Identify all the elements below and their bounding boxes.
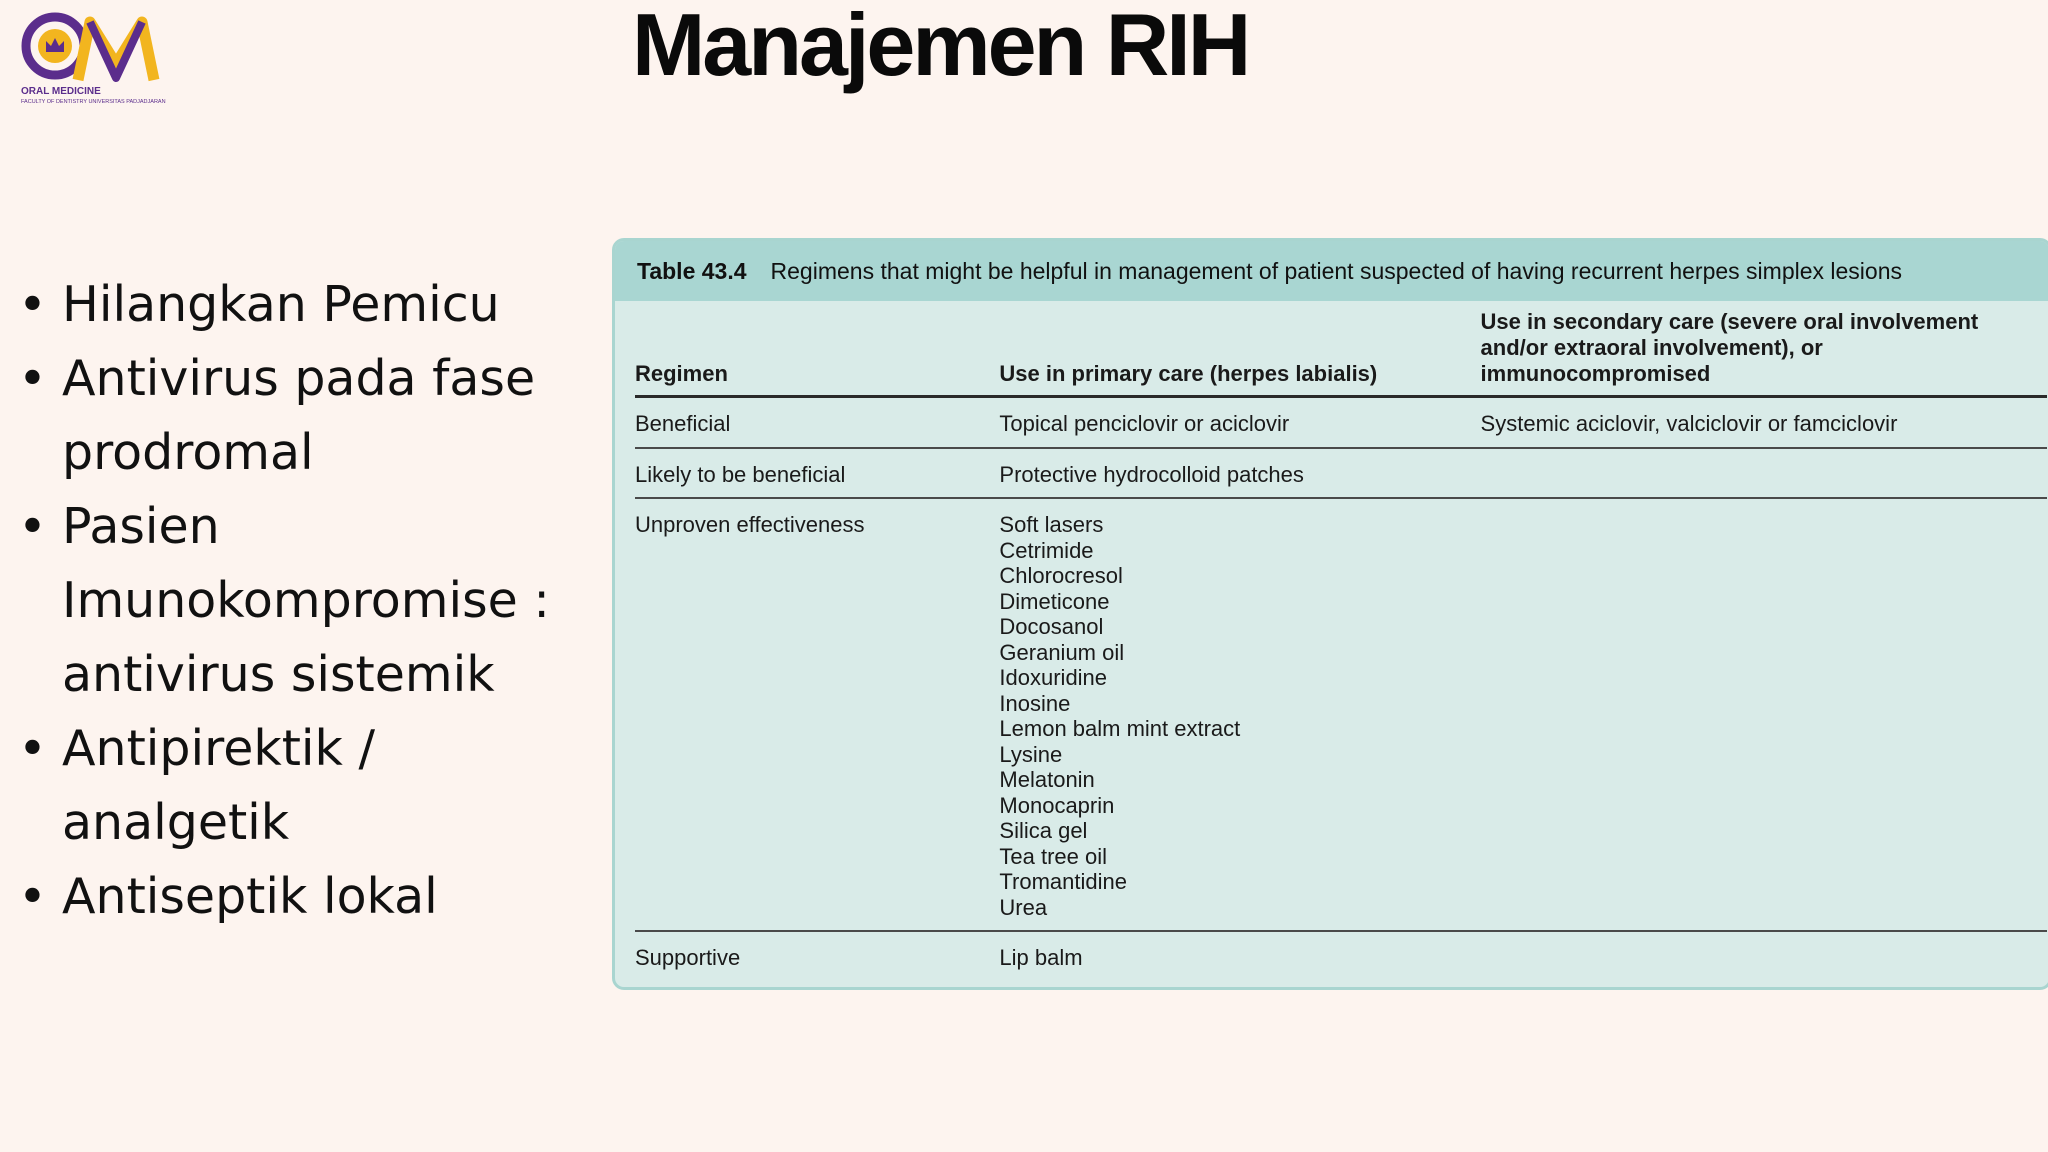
cell-secondary-care: Systemic aciclovir, valciclovir or famciclovir	[1481, 397, 2047, 448]
table-header-row	[635, 301, 2047, 397]
bullet-text: Pasien Imunokompromise : antivirus sistemik	[62, 498, 550, 703]
table-body	[635, 397, 2047, 981]
bullet-item	[18, 490, 578, 712]
om-logo-icon	[18, 8, 178, 88]
regimen-table-panel	[612, 238, 2048, 990]
primary-care-item: Silica gel	[999, 818, 1088, 843]
primary-care-item: Protective hydrocolloid patches	[999, 461, 1304, 487]
header-secondary-care: Use in secondary care (severe oral involvement and/or extraoral involvement), or immunocompromised	[1481, 301, 2047, 397]
bullet-list	[18, 268, 578, 934]
bullet-dot: •	[18, 868, 47, 925]
bullet-item	[18, 712, 578, 860]
table-caption	[615, 241, 2048, 301]
table-row	[635, 498, 2047, 931]
cell-secondary-care	[1481, 448, 2047, 499]
bullet-item	[18, 268, 578, 342]
primary-care-item: Urea	[999, 894, 1048, 920]
primary-care-item: Geranium oil	[999, 639, 1125, 665]
primary-care-item: Monocaprin	[999, 792, 1115, 818]
bullet-item	[18, 342, 578, 490]
table-row	[635, 397, 2047, 448]
bullet-dot: •	[18, 276, 47, 333]
primary-care-item: Melatonin	[999, 767, 1095, 792]
bullet-text: Antipirektik / analgetik	[62, 720, 375, 851]
cell-primary-care	[999, 397, 1480, 448]
logo-text: ORAL MEDICINE	[21, 86, 101, 97]
bullet-text: Antiseptik lokal	[62, 868, 438, 925]
cell-secondary-care	[1481, 498, 2047, 931]
primary-care-item: Tea tree oil	[999, 843, 1108, 869]
cell-primary-care	[999, 498, 1480, 931]
cell-regimen: Unproven effectiveness	[635, 498, 999, 931]
logo	[18, 8, 178, 108]
primary-care-item: Docosanol	[999, 614, 1104, 639]
slide-title: Manajemen RIH	[632, 0, 1249, 94]
bullet-text: Hilangkan Pemicu	[62, 276, 500, 333]
table-row	[635, 931, 2047, 981]
bullet-dot: •	[18, 720, 47, 777]
cell-regimen: Likely to be beneficial	[635, 448, 999, 499]
primary-care-item: Lemon balm mint extract	[999, 716, 1241, 741]
primary-care-item: Cetrimide	[999, 537, 1094, 563]
table-caption-text: Regimens that might be helpful in management of patient suspected of having recurrent herpes simplex lesions	[770, 257, 1903, 284]
header-regimen: Regimen	[635, 301, 999, 397]
primary-care-item: Idoxuridine	[999, 665, 1108, 690]
cell-primary-care	[999, 448, 1480, 499]
primary-care-item: Inosine	[999, 690, 1071, 716]
bullet-dot: •	[18, 350, 47, 407]
primary-care-item: Lysine	[999, 741, 1063, 767]
header-primary-care: Use in primary care (herpes labialis)	[999, 301, 1480, 397]
cell-primary-care	[999, 931, 1480, 981]
bullet-item	[18, 860, 578, 934]
primary-care-item: Dimeticone	[999, 588, 1110, 614]
bullet-text: Antivirus pada fase prodromal	[62, 350, 536, 481]
cell-regimen: Beneficial	[635, 397, 999, 448]
logo-subtext: FACULTY OF DENTISTRY UNIVERSITAS PADJADJARAN	[21, 99, 166, 105]
primary-care-item: Chlorocresol	[999, 563, 1123, 588]
primary-care-item: Tromantidine	[999, 869, 1127, 894]
cell-regimen: Supportive	[635, 945, 741, 970]
primary-care-item: Soft lasers	[999, 512, 1104, 537]
table-row	[635, 448, 2047, 499]
bullet-dot: •	[18, 498, 47, 555]
primary-care-item: Topical penciclovir or aciclovir	[999, 411, 1290, 436]
cell-secondary-care	[1481, 931, 2047, 981]
regimen-table	[635, 301, 2047, 981]
table-number: Table 43.4	[637, 257, 747, 284]
primary-care-item: Lip balm	[999, 945, 1083, 970]
